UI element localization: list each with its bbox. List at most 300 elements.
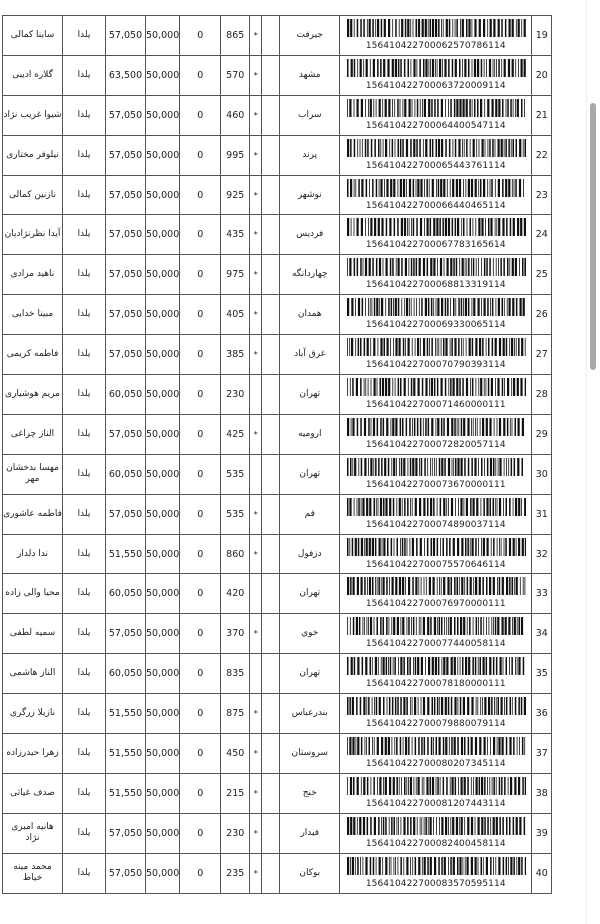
extra-fee-cell: 0	[180, 175, 221, 215]
shipment-table	[2, 15, 552, 894]
base-fee-cell: 50,000	[146, 813, 180, 853]
weight-cell: 450	[221, 734, 250, 774]
destination-city-cell: نوشهر	[280, 175, 340, 215]
row-number-cell: 21	[532, 95, 552, 135]
tracking-number: 156410422700072820057114	[365, 439, 506, 450]
recipient-name-cell: فاطمه عاشوری	[3, 494, 63, 534]
tracking-number: 156410422700063720009114	[365, 80, 506, 91]
row-number-cell: 24	[532, 215, 552, 255]
weight-cell: 405	[221, 295, 250, 335]
sender-cell: یلدا	[63, 574, 106, 614]
base-fee-cell: 50,000	[146, 694, 180, 734]
table-row	[3, 654, 552, 694]
total-price-cell: 51,550	[106, 734, 146, 774]
table-row	[3, 813, 552, 853]
flag-cell: *	[250, 335, 262, 375]
base-fee-cell: 50,000	[146, 16, 180, 56]
recipient-name-cell: گلاره ادیبی	[3, 55, 63, 95]
total-price-cell: 63,500	[106, 55, 146, 95]
destination-city-cell: بندرعباس	[280, 694, 340, 734]
base-fee-cell: 50,000	[146, 734, 180, 774]
empty-cell	[262, 335, 280, 375]
destination-city-cell: غرق آباد	[280, 335, 340, 375]
destination-city-cell: سروستان	[280, 734, 340, 774]
row-number-cell: 28	[532, 375, 552, 415]
barcode-cell	[340, 773, 532, 813]
flag-cell: *	[250, 773, 262, 813]
destination-city-cell: تهران	[280, 654, 340, 694]
tracking-number: 156410422700070790393114	[365, 360, 506, 371]
extra-fee-cell: 0	[180, 654, 221, 694]
weight-cell: 230	[221, 375, 250, 415]
sender-cell: یلدا	[63, 773, 106, 813]
sender-cell: یلدا	[63, 414, 106, 454]
empty-cell	[262, 694, 280, 734]
barcode-icon	[346, 298, 526, 316]
total-price-cell: 57,050	[106, 853, 146, 893]
base-fee-cell: 50,000	[146, 654, 180, 694]
recipient-name-cell: ندا دلدار	[3, 534, 63, 574]
row-number-cell: 40	[532, 853, 552, 893]
extra-fee-cell: 0	[180, 853, 221, 893]
weight-cell: 865	[221, 16, 250, 56]
recipient-name-cell: ساینا کمالی	[3, 16, 63, 56]
recipient-name-cell: الناز چراغی	[3, 414, 63, 454]
recipient-name-cell: سمیه لطفی	[3, 614, 63, 654]
sender-cell: یلدا	[63, 534, 106, 574]
barcode-icon	[346, 218, 526, 236]
destination-city-cell: مشهد	[280, 55, 340, 95]
table-row	[3, 295, 552, 335]
flag-cell: *	[250, 614, 262, 654]
empty-cell	[262, 16, 280, 56]
destination-city-cell: قم	[280, 494, 340, 534]
weight-cell: 995	[221, 135, 250, 175]
destination-city-cell: بوکان	[280, 853, 340, 893]
base-fee-cell: 50,000	[146, 614, 180, 654]
destination-city-cell: جیرفت	[280, 16, 340, 56]
tracking-number: 156410422700067783165614	[365, 240, 506, 251]
base-fee-cell: 50,000	[146, 773, 180, 813]
barcode-cell	[340, 95, 532, 135]
total-price-cell: 57,050	[106, 255, 146, 295]
flag-cell: *	[250, 55, 262, 95]
flag-cell: *	[250, 414, 262, 454]
barcode-icon	[346, 857, 526, 875]
sender-cell: یلدا	[63, 734, 106, 774]
table-row	[3, 614, 552, 654]
weight-cell: 860	[221, 534, 250, 574]
base-fee-cell: 50,000	[146, 414, 180, 454]
extra-fee-cell: 0	[180, 454, 221, 494]
table-row	[3, 175, 552, 215]
recipient-name-cell: الناز هاشمی	[3, 654, 63, 694]
base-fee-cell: 50,000	[146, 295, 180, 335]
total-price-cell: 57,050	[106, 135, 146, 175]
destination-city-cell: سراب	[280, 95, 340, 135]
weight-cell: 925	[221, 175, 250, 215]
sender-cell: یلدا	[63, 16, 106, 56]
table-row	[3, 335, 552, 375]
flag-cell: *	[250, 295, 262, 335]
barcode-cell	[340, 813, 532, 853]
empty-cell	[262, 255, 280, 295]
row-number-cell: 33	[532, 574, 552, 614]
barcode-cell	[340, 16, 532, 56]
barcode-icon	[346, 179, 526, 197]
destination-city-cell: خوي	[280, 614, 340, 654]
sender-cell: یلدا	[63, 215, 106, 255]
weight-cell: 370	[221, 614, 250, 654]
weight-cell: 435	[221, 215, 250, 255]
barcode-cell	[340, 494, 532, 534]
destination-city-cell: تهران	[280, 454, 340, 494]
sender-cell: یلدا	[63, 295, 106, 335]
sender-cell: یلدا	[63, 494, 106, 534]
total-price-cell: 60,050	[106, 375, 146, 415]
barcode-cell	[340, 534, 532, 574]
barcode-cell	[340, 295, 532, 335]
empty-cell	[262, 853, 280, 893]
table-row	[3, 694, 552, 734]
weight-cell: 570	[221, 55, 250, 95]
tracking-number: 156410422700064400547114	[365, 120, 506, 131]
base-fee-cell: 50,000	[146, 574, 180, 614]
destination-city-cell: ارومیه	[280, 414, 340, 454]
barcode-icon	[346, 657, 526, 675]
recipient-name-cell: آیدا نظرنژادیان	[3, 215, 63, 255]
total-price-cell: 57,050	[106, 175, 146, 215]
tracking-number: 156410422700071460000111	[365, 399, 506, 410]
shipment-table-body	[3, 16, 552, 894]
tracking-number: 156410422700079880079114	[365, 719, 506, 730]
base-fee-cell: 50,000	[146, 55, 180, 95]
empty-cell	[262, 215, 280, 255]
barcode-cell	[340, 694, 532, 734]
table-row	[3, 255, 552, 295]
total-price-cell: 57,050	[106, 494, 146, 534]
table-row	[3, 494, 552, 534]
empty-cell	[262, 654, 280, 694]
empty-cell	[262, 574, 280, 614]
empty-cell	[262, 614, 280, 654]
flag-cell	[250, 654, 262, 694]
empty-cell	[262, 135, 280, 175]
base-fee-cell: 50,000	[146, 335, 180, 375]
row-number-cell: 26	[532, 295, 552, 335]
flag-cell: *	[250, 255, 262, 295]
weight-cell: 535	[221, 494, 250, 534]
sender-cell: یلدا	[63, 335, 106, 375]
tracking-number: 156410422700075570646114	[365, 559, 506, 570]
weight-cell: 975	[221, 255, 250, 295]
base-fee-cell: 50,000	[146, 95, 180, 135]
empty-cell	[262, 454, 280, 494]
sender-cell: یلدا	[63, 175, 106, 215]
table-row	[3, 454, 552, 494]
sender-cell: یلدا	[63, 135, 106, 175]
weight-cell: 835	[221, 654, 250, 694]
barcode-cell	[340, 375, 532, 415]
barcode-cell	[340, 255, 532, 295]
table-row	[3, 16, 552, 56]
extra-fee-cell: 0	[180, 694, 221, 734]
row-number-cell: 36	[532, 694, 552, 734]
empty-cell	[262, 375, 280, 415]
flag-cell: *	[250, 494, 262, 534]
extra-fee-cell: 0	[180, 16, 221, 56]
barcode-icon	[346, 139, 526, 157]
tracking-number: 156410422700066440465114	[365, 200, 506, 211]
barcode-icon	[346, 418, 526, 436]
barcode-cell	[340, 454, 532, 494]
row-number-cell: 27	[532, 335, 552, 375]
extra-fee-cell: 0	[180, 734, 221, 774]
barcode-icon	[346, 99, 526, 117]
empty-cell	[262, 534, 280, 574]
destination-city-cell: پرند	[280, 135, 340, 175]
weight-cell: 420	[221, 574, 250, 614]
recipient-name-cell: زهرا حیدرزاده	[3, 734, 63, 774]
extra-fee-cell: 0	[180, 215, 221, 255]
flag-cell: *	[250, 813, 262, 853]
barcode-cell	[340, 574, 532, 614]
row-number-cell: 37	[532, 734, 552, 774]
recipient-name-cell: فاطمه کریمی	[3, 335, 63, 375]
recipient-name-cell: نیلوفر مختاری	[3, 135, 63, 175]
row-number-cell: 22	[532, 135, 552, 175]
flag-cell: *	[250, 534, 262, 574]
recipient-name-cell: مریم هوشیاری	[3, 375, 63, 415]
sender-cell: یلدا	[63, 614, 106, 654]
row-number-cell: 19	[532, 16, 552, 56]
row-number-cell: 30	[532, 454, 552, 494]
empty-cell	[262, 773, 280, 813]
table-row	[3, 215, 552, 255]
weight-cell: 460	[221, 95, 250, 135]
empty-cell	[262, 734, 280, 774]
flag-cell	[250, 375, 262, 415]
row-number-cell: 23	[532, 175, 552, 215]
extra-fee-cell: 0	[180, 574, 221, 614]
base-fee-cell: 50,000	[146, 853, 180, 893]
extra-fee-cell: 0	[180, 375, 221, 415]
sender-cell: یلدا	[63, 95, 106, 135]
empty-cell	[262, 295, 280, 335]
base-fee-cell: 50,000	[146, 454, 180, 494]
barcode-icon	[346, 697, 526, 715]
tracking-number: 156410422700073670000111	[365, 479, 506, 490]
sender-cell: یلدا	[63, 694, 106, 734]
total-price-cell: 57,050	[106, 215, 146, 255]
base-fee-cell: 50,000	[146, 135, 180, 175]
destination-city-cell: فردیس	[280, 215, 340, 255]
recipient-name-cell: نازیلا زرگری	[3, 694, 63, 734]
barcode-icon	[346, 538, 526, 556]
extra-fee-cell: 0	[180, 255, 221, 295]
flag-cell: *	[250, 135, 262, 175]
total-price-cell: 57,050	[106, 414, 146, 454]
barcode-icon	[346, 19, 526, 37]
barcode-icon	[346, 458, 526, 476]
total-price-cell: 60,050	[106, 454, 146, 494]
destination-city-cell: تهران	[280, 574, 340, 614]
weight-cell: 875	[221, 694, 250, 734]
flag-cell	[250, 574, 262, 614]
recipient-name-cell: نازنین کمالی	[3, 175, 63, 215]
base-fee-cell: 50,000	[146, 255, 180, 295]
tracking-number: 156410422700068813319114	[365, 280, 506, 291]
total-price-cell: 57,050	[106, 335, 146, 375]
table-row	[3, 375, 552, 415]
row-number-cell: 31	[532, 494, 552, 534]
recipient-name-cell: صدف غیاثی	[3, 773, 63, 813]
barcode-icon	[346, 777, 526, 795]
row-number-cell: 29	[532, 414, 552, 454]
extra-fee-cell: 0	[180, 813, 221, 853]
flag-cell: *	[250, 95, 262, 135]
empty-cell	[262, 55, 280, 95]
row-number-cell: 32	[532, 534, 552, 574]
extra-fee-cell: 0	[180, 95, 221, 135]
barcode-icon	[346, 498, 526, 516]
row-number-cell: 35	[532, 654, 552, 694]
barcode-cell	[340, 614, 532, 654]
tracking-number: 156410422700065443761114	[365, 160, 506, 171]
table-row	[3, 574, 552, 614]
extra-fee-cell: 0	[180, 773, 221, 813]
barcode-cell	[340, 135, 532, 175]
recipient-name-cell: ناهید مرادی	[3, 255, 63, 295]
barcode-icon	[346, 59, 526, 77]
total-price-cell: 51,550	[106, 534, 146, 574]
barcode-icon	[346, 817, 526, 835]
extra-fee-cell: 0	[180, 494, 221, 534]
empty-cell	[262, 414, 280, 454]
row-number-cell: 20	[532, 55, 552, 95]
base-fee-cell: 50,000	[146, 215, 180, 255]
flag-cell: *	[250, 734, 262, 774]
recipient-name-cell: شیوا غریب نژاد	[3, 95, 63, 135]
total-price-cell: 57,050	[106, 813, 146, 853]
vertical-scrollbar-thumb[interactable]	[590, 103, 596, 370]
extra-fee-cell: 0	[180, 534, 221, 574]
flag-cell: *	[250, 694, 262, 734]
row-number-cell: 34	[532, 614, 552, 654]
sender-cell: یلدا	[63, 375, 106, 415]
tracking-number: 156410422700062570786114	[365, 40, 506, 51]
barcode-icon	[346, 258, 526, 276]
table-row	[3, 773, 552, 813]
total-price-cell: 51,550	[106, 694, 146, 734]
empty-cell	[262, 813, 280, 853]
flag-cell: *	[250, 16, 262, 56]
barcode-icon	[346, 577, 526, 595]
base-fee-cell: 50,000	[146, 175, 180, 215]
barcode-cell	[340, 853, 532, 893]
extra-fee-cell: 0	[180, 135, 221, 175]
barcode-icon	[346, 617, 526, 635]
flag-cell: *	[250, 175, 262, 215]
tracking-number: 156410422700074890037114	[365, 519, 506, 530]
destination-city-cell: خنج	[280, 773, 340, 813]
weight-cell: 215	[221, 773, 250, 813]
table-row	[3, 734, 552, 774]
barcode-icon	[346, 737, 526, 755]
extra-fee-cell: 0	[180, 335, 221, 375]
extra-fee-cell: 0	[180, 614, 221, 654]
table-row	[3, 95, 552, 135]
total-price-cell: 57,050	[106, 95, 146, 135]
tracking-number: 156410422700080207345114	[365, 758, 506, 769]
empty-cell	[262, 494, 280, 534]
base-fee-cell: 50,000	[146, 534, 180, 574]
table-row	[3, 55, 552, 95]
destination-city-cell: تهران	[280, 375, 340, 415]
extra-fee-cell: 0	[180, 295, 221, 335]
weight-cell: 230	[221, 813, 250, 853]
tracking-number: 156410422700077440058114	[365, 639, 506, 650]
total-price-cell: 57,050	[106, 295, 146, 335]
flag-cell: *	[250, 853, 262, 893]
barcode-icon	[346, 338, 526, 356]
total-price-cell: 60,050	[106, 574, 146, 614]
row-number-cell: 25	[532, 255, 552, 295]
destination-city-cell: فیدار	[280, 813, 340, 853]
recipient-name-cell: مبینا خدایی	[3, 295, 63, 335]
tracking-number: 156410422700083570595114	[365, 878, 506, 889]
flag-cell	[250, 454, 262, 494]
sender-cell: یلدا	[63, 853, 106, 893]
weight-cell: 535	[221, 454, 250, 494]
tracking-number: 156410422700076970000111	[365, 599, 506, 610]
table-row	[3, 135, 552, 175]
row-number-cell: 38	[532, 773, 552, 813]
table-row	[3, 414, 552, 454]
flag-cell: *	[250, 215, 262, 255]
barcode-cell	[340, 55, 532, 95]
extra-fee-cell: 0	[180, 414, 221, 454]
tracking-number: 156410422700078180000111	[365, 679, 506, 690]
base-fee-cell: 50,000	[146, 375, 180, 415]
base-fee-cell: 50,000	[146, 494, 180, 534]
barcode-cell	[340, 175, 532, 215]
sender-cell: یلدا	[63, 255, 106, 295]
total-price-cell: 57,050	[106, 16, 146, 56]
destination-city-cell: دزفول	[280, 534, 340, 574]
recipient-name-cell: محمد مینه خیاط	[3, 853, 63, 893]
total-price-cell: 57,050	[106, 614, 146, 654]
tracking-number: 156410422700082400458114	[365, 838, 506, 849]
table-row	[3, 853, 552, 893]
destination-city-cell: چهاردانگه	[280, 255, 340, 295]
extra-fee-cell: 0	[180, 55, 221, 95]
sender-cell: یلدا	[63, 654, 106, 694]
barcode-cell	[340, 414, 532, 454]
barcode-cell	[340, 654, 532, 694]
empty-cell	[262, 95, 280, 135]
total-price-cell: 51,550	[106, 773, 146, 813]
weight-cell: 425	[221, 414, 250, 454]
recipient-name-cell: مهسا بدخشان مهر	[3, 454, 63, 494]
total-price-cell: 60,050	[106, 654, 146, 694]
weight-cell: 235	[221, 853, 250, 893]
table-row	[3, 534, 552, 574]
barcode-icon	[346, 378, 526, 396]
tracking-number: 156410422700081207443114	[365, 798, 506, 809]
recipient-name-cell: محیا والی زاده	[3, 574, 63, 614]
sender-cell: یلدا	[63, 813, 106, 853]
